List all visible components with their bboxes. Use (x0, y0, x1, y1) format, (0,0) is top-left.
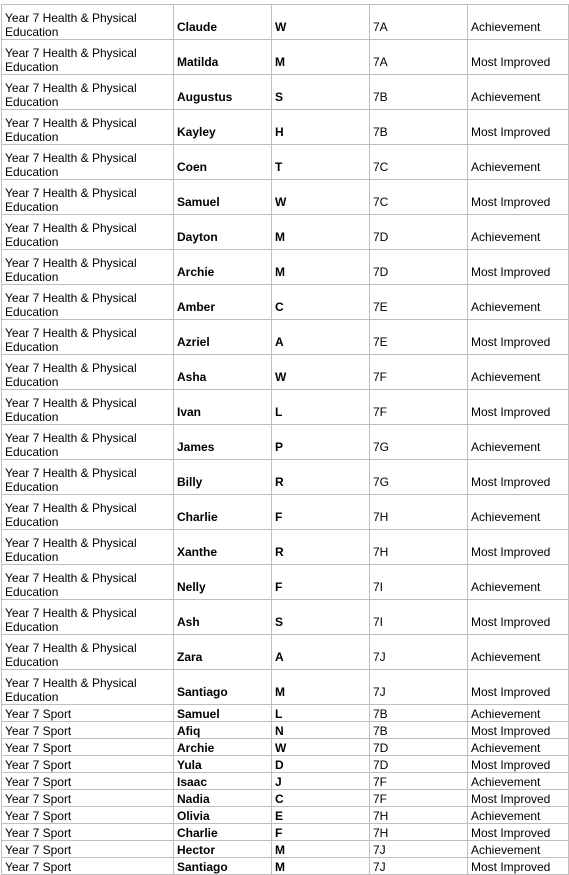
award-cell: Achievement (468, 285, 569, 320)
first-name-cell: Charlie (174, 495, 272, 530)
class-cell: 7E (370, 320, 468, 355)
class-cell: 7D (370, 756, 468, 773)
first-name-cell: Dayton (174, 215, 272, 250)
table-row (2, 250, 569, 285)
initial-cell: A (272, 635, 370, 670)
table-row (2, 824, 569, 841)
award-cell: Achievement (468, 635, 569, 670)
initial-cell: M (272, 250, 370, 285)
awards-table (1, 4, 569, 875)
award-cell: Most Improved (468, 320, 569, 355)
initial-cell: F (272, 565, 370, 600)
initial-cell: R (272, 530, 370, 565)
class-cell: 7J (370, 841, 468, 858)
first-name-cell: Coen (174, 145, 272, 180)
class-cell: 7F (370, 773, 468, 790)
subject-cell: Year 7 Health & Physical Education (2, 75, 174, 110)
first-name-cell: Claude (174, 5, 272, 40)
first-name-cell: Azriel (174, 320, 272, 355)
award-cell: Achievement (468, 5, 569, 40)
class-cell: 7A (370, 40, 468, 75)
subject-cell: Year 7 Health & Physical Education (2, 390, 174, 425)
subject-cell: Year 7 Sport (2, 705, 174, 722)
first-name-cell: Isaac (174, 773, 272, 790)
award-cell: Most Improved (468, 390, 569, 425)
subject-cell: Year 7 Health & Physical Education (2, 565, 174, 600)
first-name-cell: Nelly (174, 565, 272, 600)
subject-cell: Year 7 Health & Physical Education (2, 285, 174, 320)
award-cell: Achievement (468, 739, 569, 756)
initial-cell: W (272, 355, 370, 390)
first-name-cell: Amber (174, 285, 272, 320)
table-row (2, 390, 569, 425)
award-cell: Achievement (468, 495, 569, 530)
award-cell: Most Improved (468, 670, 569, 705)
subject-cell: Year 7 Health & Physical Education (2, 425, 174, 460)
award-cell: Achievement (468, 145, 569, 180)
table-row (2, 180, 569, 215)
award-cell: Achievement (468, 565, 569, 600)
table-row (2, 773, 569, 790)
class-cell: 7B (370, 705, 468, 722)
class-cell: 7B (370, 75, 468, 110)
initial-cell: A (272, 320, 370, 355)
first-name-cell: Xanthe (174, 530, 272, 565)
subject-cell: Year 7 Health & Physical Education (2, 530, 174, 565)
subject-cell: Year 7 Sport (2, 807, 174, 824)
table-row (2, 5, 569, 40)
initial-cell: H (272, 110, 370, 145)
initial-cell: M (272, 858, 370, 875)
subject-cell: Year 7 Sport (2, 824, 174, 841)
award-cell: Achievement (468, 75, 569, 110)
first-name-cell: Santiago (174, 858, 272, 875)
award-cell: Most Improved (468, 250, 569, 285)
first-name-cell: Afiq (174, 722, 272, 739)
subject-cell: Year 7 Health & Physical Education (2, 670, 174, 705)
initial-cell: W (272, 180, 370, 215)
initial-cell: S (272, 600, 370, 635)
award-cell: Most Improved (468, 790, 569, 807)
initial-cell: F (272, 495, 370, 530)
class-cell: 7D (370, 215, 468, 250)
subject-cell: Year 7 Health & Physical Education (2, 110, 174, 145)
table-row (2, 285, 569, 320)
first-name-cell: Hector (174, 841, 272, 858)
table-row (2, 790, 569, 807)
table-row (2, 110, 569, 145)
table-row (2, 756, 569, 773)
initial-cell: M (272, 40, 370, 75)
first-name-cell: Archie (174, 739, 272, 756)
initial-cell: P (272, 425, 370, 460)
class-cell: 7J (370, 858, 468, 875)
subject-cell: Year 7 Sport (2, 790, 174, 807)
table-row (2, 841, 569, 858)
initial-cell: E (272, 807, 370, 824)
award-cell: Achievement (468, 705, 569, 722)
award-cell: Achievement (468, 215, 569, 250)
first-name-cell: Charlie (174, 824, 272, 841)
subject-cell: Year 7 Sport (2, 773, 174, 790)
table-row (2, 807, 569, 824)
table-row (2, 705, 569, 722)
table-row (2, 320, 569, 355)
award-cell: Most Improved (468, 858, 569, 875)
first-name-cell: Olivia (174, 807, 272, 824)
first-name-cell: Ivan (174, 390, 272, 425)
first-name-cell: Matilda (174, 40, 272, 75)
class-cell: 7H (370, 495, 468, 530)
table-row (2, 670, 569, 705)
awards-table-body (2, 5, 569, 875)
subject-cell: Year 7 Health & Physical Education (2, 355, 174, 390)
class-cell: 7C (370, 145, 468, 180)
initial-cell: N (272, 722, 370, 739)
initial-cell: C (272, 790, 370, 807)
initial-cell: D (272, 756, 370, 773)
class-cell: 7F (370, 790, 468, 807)
subject-cell: Year 7 Health & Physical Education (2, 40, 174, 75)
initial-cell: J (272, 773, 370, 790)
first-name-cell: Zara (174, 635, 272, 670)
table-row (2, 425, 569, 460)
table-row (2, 40, 569, 75)
subject-cell: Year 7 Health & Physical Education (2, 215, 174, 250)
first-name-cell: Yula (174, 756, 272, 773)
subject-cell: Year 7 Sport (2, 858, 174, 875)
award-cell: Most Improved (468, 530, 569, 565)
initial-cell: T (272, 145, 370, 180)
initial-cell: S (272, 75, 370, 110)
subject-cell: Year 7 Health & Physical Education (2, 180, 174, 215)
table-row (2, 215, 569, 250)
award-cell: Achievement (468, 425, 569, 460)
first-name-cell: Nadia (174, 790, 272, 807)
class-cell: 7F (370, 355, 468, 390)
class-cell: 7G (370, 425, 468, 460)
first-name-cell: Billy (174, 460, 272, 495)
first-name-cell: Samuel (174, 180, 272, 215)
class-cell: 7C (370, 180, 468, 215)
table-row (2, 858, 569, 875)
award-cell: Achievement (468, 807, 569, 824)
first-name-cell: Augustus (174, 75, 272, 110)
subject-cell: Year 7 Health & Physical Education (2, 635, 174, 670)
subject-cell: Year 7 Health & Physical Education (2, 145, 174, 180)
award-cell: Most Improved (468, 180, 569, 215)
award-cell: Most Improved (468, 756, 569, 773)
subject-cell: Year 7 Sport (2, 722, 174, 739)
initial-cell: L (272, 390, 370, 425)
subject-cell: Year 7 Sport (2, 739, 174, 756)
first-name-cell: Samuel (174, 705, 272, 722)
class-cell: 7G (370, 460, 468, 495)
class-cell: 7D (370, 250, 468, 285)
class-cell: 7B (370, 722, 468, 739)
subject-cell: Year 7 Sport (2, 841, 174, 858)
table-row (2, 635, 569, 670)
first-name-cell: James (174, 425, 272, 460)
class-cell: 7E (370, 285, 468, 320)
class-cell: 7H (370, 807, 468, 824)
first-name-cell: Santiago (174, 670, 272, 705)
award-cell: Achievement (468, 841, 569, 858)
initial-cell: L (272, 705, 370, 722)
award-cell: Most Improved (468, 460, 569, 495)
first-name-cell: Asha (174, 355, 272, 390)
award-cell: Achievement (468, 355, 569, 390)
award-cell: Most Improved (468, 110, 569, 145)
class-cell: 7A (370, 5, 468, 40)
subject-cell: Year 7 Health & Physical Education (2, 460, 174, 495)
initial-cell: W (272, 5, 370, 40)
table-row (2, 565, 569, 600)
award-cell: Most Improved (468, 722, 569, 739)
class-cell: 7H (370, 824, 468, 841)
initial-cell: M (272, 670, 370, 705)
initial-cell: R (272, 460, 370, 495)
award-cell: Most Improved (468, 824, 569, 841)
subject-cell: Year 7 Health & Physical Education (2, 320, 174, 355)
first-name-cell: Ash (174, 600, 272, 635)
first-name-cell: Kayley (174, 110, 272, 145)
table-row (2, 739, 569, 756)
award-cell: Most Improved (468, 600, 569, 635)
table-row (2, 495, 569, 530)
class-cell: 7I (370, 600, 468, 635)
class-cell: 7B (370, 110, 468, 145)
table-row (2, 530, 569, 565)
table-row (2, 722, 569, 739)
initial-cell: W (272, 739, 370, 756)
subject-cell: Year 7 Health & Physical Education (2, 495, 174, 530)
class-cell: 7I (370, 565, 468, 600)
class-cell: 7H (370, 530, 468, 565)
table-row (2, 600, 569, 635)
award-cell: Achievement (468, 773, 569, 790)
initial-cell: M (272, 841, 370, 858)
subject-cell: Year 7 Sport (2, 756, 174, 773)
table-row (2, 355, 569, 390)
class-cell: 7J (370, 670, 468, 705)
table-row (2, 145, 569, 180)
award-cell: Most Improved (468, 40, 569, 75)
initial-cell: F (272, 824, 370, 841)
class-cell: 7D (370, 739, 468, 756)
subject-cell: Year 7 Health & Physical Education (2, 5, 174, 40)
class-cell: 7F (370, 390, 468, 425)
subject-cell: Year 7 Health & Physical Education (2, 250, 174, 285)
first-name-cell: Archie (174, 250, 272, 285)
table-row (2, 75, 569, 110)
table-row (2, 460, 569, 495)
initial-cell: M (272, 215, 370, 250)
initial-cell: C (272, 285, 370, 320)
class-cell: 7J (370, 635, 468, 670)
subject-cell: Year 7 Health & Physical Education (2, 600, 174, 635)
